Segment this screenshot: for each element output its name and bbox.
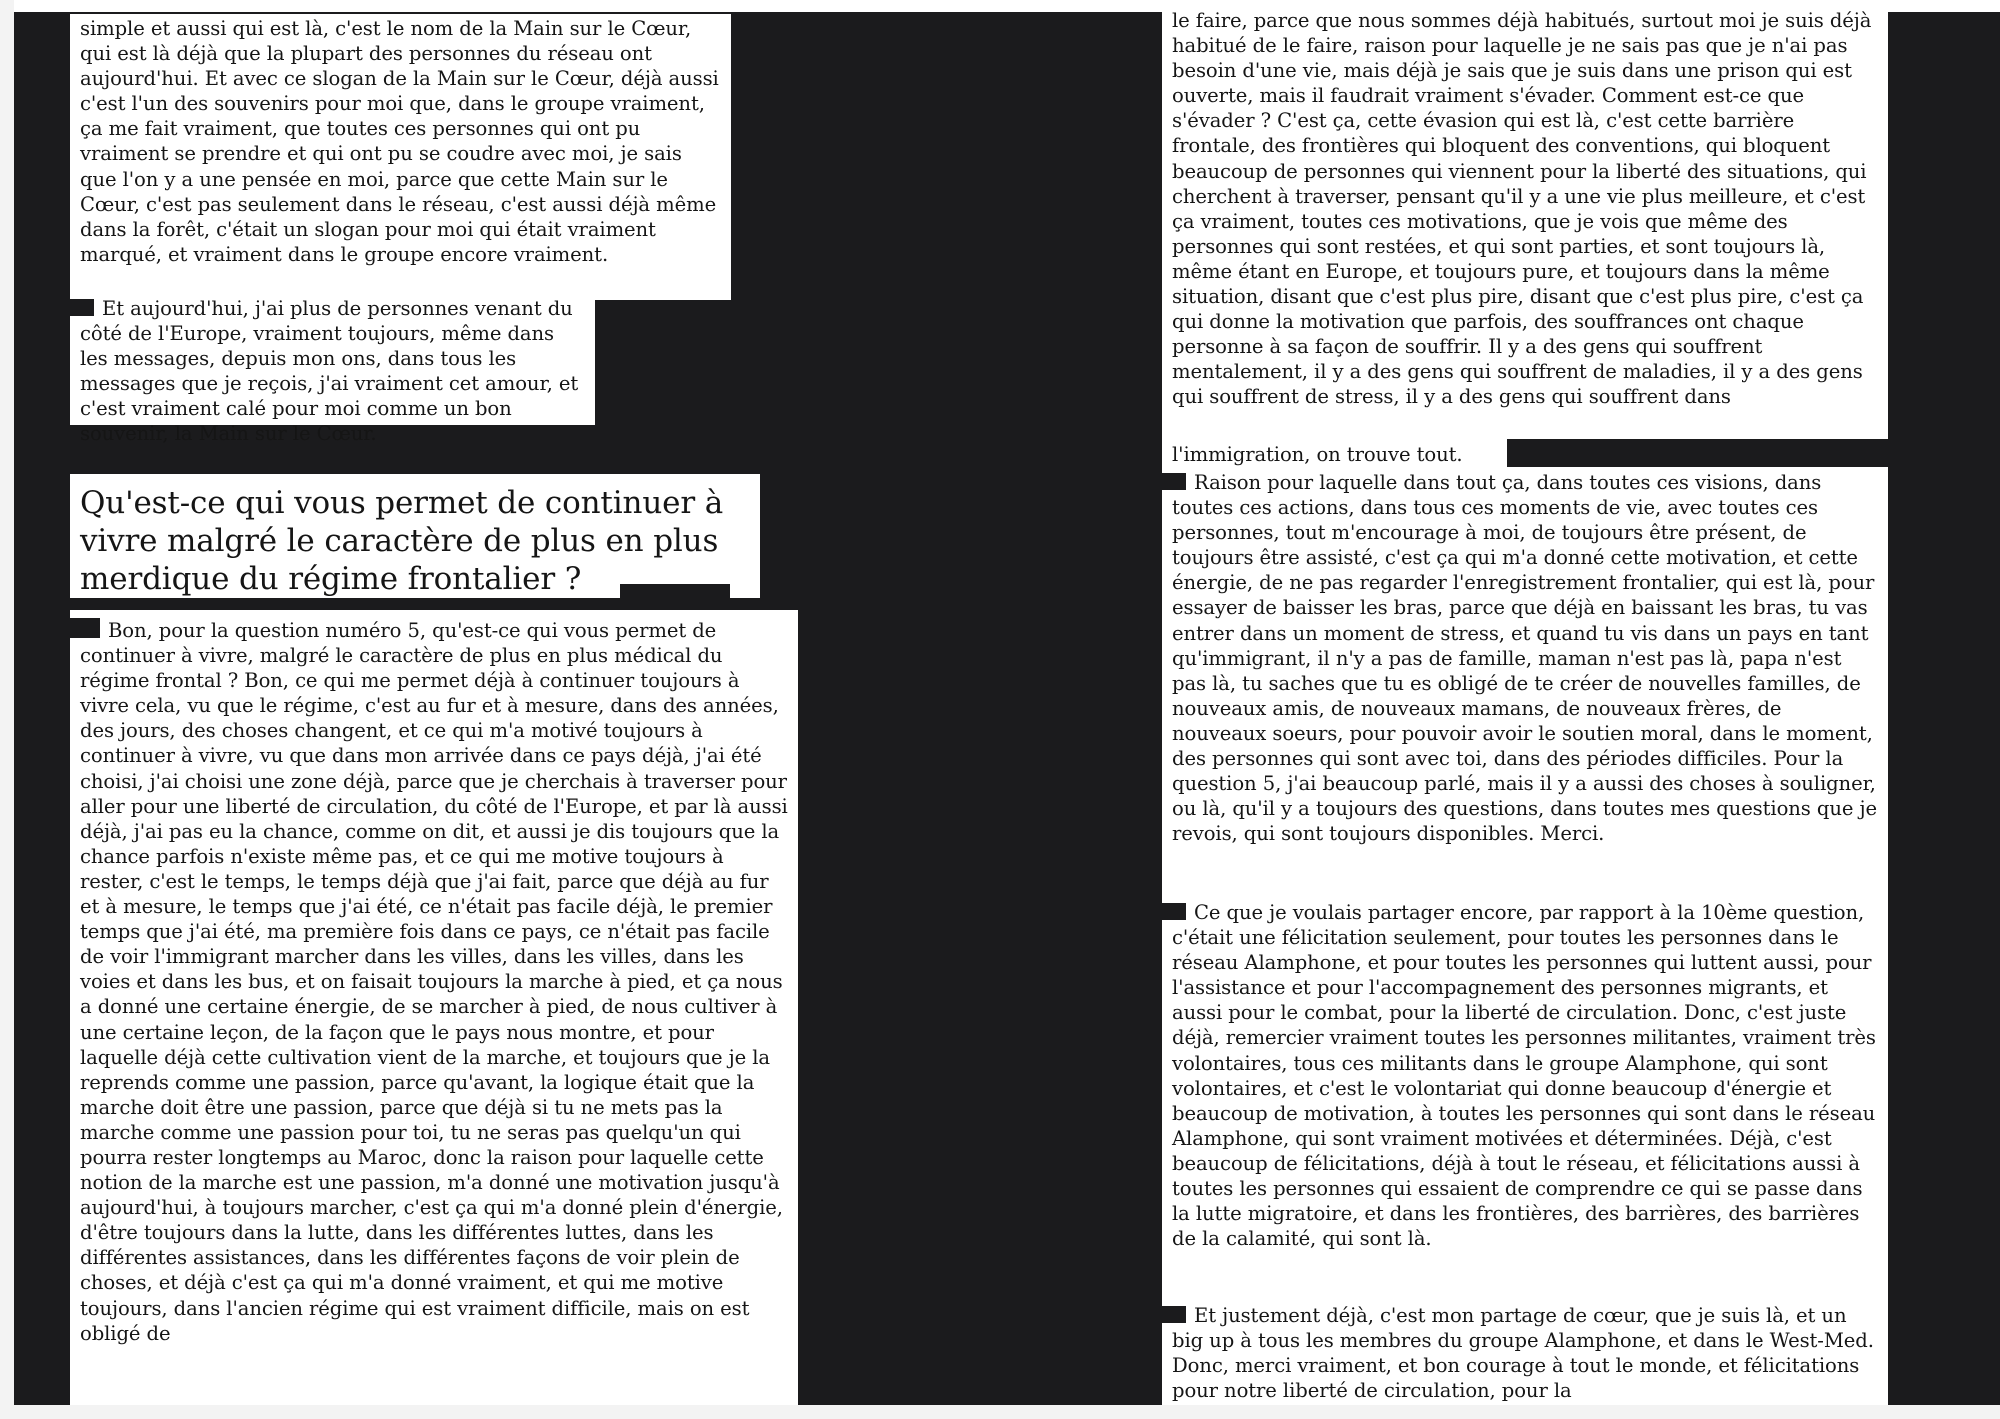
right-block-1-tail-clipping bbox=[1162, 439, 1507, 469]
right-paragraph-3: Ce que je voulais partager encore, par rapport à la 10ème question, c'était une félicitation seulement, pour toutes les personnes dans le réseau Alamphone, et pour toutes les personnes qui luttent aussi, pour l'assistance et pour l'accompagnement des personnes migrants, et aussi pour le combat, pour la liberté de circulation. Donc, c'est juste déjà, remercier vraiment toutes les personnes militantes, vraiment très volontaires, tous ces militants dans le groupe Alamphone, qui sont volontaires, et c'est le volontariat qui donne beaucoup d'énergie et beaucoup de motivation, à toutes les personnes qui sont dans le réseau Alamphone, qui sont vraiment motivées et déterminées. Déjà, c'est beaucoup de félicitations, déjà à tout le réseau, et félicitations aussi à toutes les personnes qui essaient de comprendre ce qui se passe dans la lutte migratoire, et dans les frontières, des barrières, des barrières de la calamité, qui sont là. bbox=[1172, 901, 1876, 1251]
question-heading-clipping bbox=[70, 474, 760, 598]
right-paragraph-2: Raison pour laquelle dans tout ça, dans toutes ces visions, dans toutes ces actions, dans tous ces moments de vie, avec toutes ces personnes, tout m'encourage à moi, de toujours être présent, de toujours être assisté, c'est ça qui m'a donné cette motivation, et cette énergie, de ne pas regarder l'enregistrement frontalier, qui est là, pour essayer de baisser les bras, parce que déjà en baissant les bras, tu vas entrer dans un moment de stress, et quand tu vis dans un pays en tant qu'immigrant, il n'y a pas de famille, maman n'est pas là, papa n'est pas là, tu saches que tu es obligé de te créer de nouvelles familles, de nouveaux amis, de nouveaux mamans, de nouveaux frères, de nouveaux soeurs, pour pouvoir avoir le soutien moral, dans le moment, des personnes qui sont avec toi, dans des périodes difficiles. Pour la question 5, j'ai beaucoup parlé, mais il y a aussi des choses à souligner, ou là, qu'il y a toujours des questions, dans toutes mes questions que je revois, qui sont toujours disponibles. Merci. bbox=[1172, 471, 1877, 846]
right-block-1-clipping bbox=[1162, 0, 1888, 439]
left-second-clipping bbox=[70, 296, 595, 446]
right-paragraph-1: le faire, parce que nous sommes déjà habitués, surtout moi je suis déjà habitué de le faire, raison pour laquelle je ne sais pas que je n'ai pas besoin d'une vie, mais déjà je sais que je suis dans une prison qui est ouverte, mais il faudrait vraiment s'évader. Comment est-ce que s'évader ? C'est ça, cette évasion qui est là, c'est cette barrière frontale, des frontières qui bloquent des conventions, qui bloquent beaucoup de personnes qui viennent pour la liberté des situations, qui cherchent à traverser, pensant qu'il y a une vie plus meilleure, et c'est ça vraiment, toutes ces motivations, que je vois que même des personnes qui sont restées, et qui sont parties, et sont toujours là, même étant en Europe, et toujours pure, et toujours dans la même situation, disant que c'est plus pire, disant que c'est plus pire, c'est ça qui donne la motivation que parfois, des souffrances ont chaque personne à sa façon de souffrir. Il y a des gens qui souffrent mentalement, il y a des gens qui souffrent de maladies, il y a des gens qui souffrent de stress, il y a des gens qui souffrent dans bbox=[1172, 9, 1872, 409]
question-heading: Qu'est-ce qui vous permet de continuer à vivre malgré le caractère de plus en plus merdique du régime frontalier ? bbox=[80, 485, 724, 597]
left-answer-clipping bbox=[70, 610, 798, 1405]
left-paragraph-1: simple et aussi qui est là, c'est le nom de la Main sur le Cœur, qui est là déjà que la plupart des personnes du réseau ont aujourd'hui. Et avec ce slogan de la Main sur le Cœur, déjà aussi c'est l'un des souvenirs pour moi que, dans le groupe vraiment, ça me fait vraiment, que toutes ces personnes qui ont pu vraiment se prendre et qui ont pu se coudre avec moi, je sais que l'on y a une pensée en moi, parce que cette Main sur le Cœur, c'est pas seulement dans le réseau, c'est aussi déjà même dans la forêt, c'était un slogan pour moi qui était vraiment marqué, et vraiment dans le groupe encore vraiment. bbox=[80, 17, 719, 266]
right-paragraph-1-tail: l'immigration, on trouve tout. bbox=[1172, 443, 1463, 466]
heading-tail-marker bbox=[620, 584, 730, 602]
left-paragraph-2: Et aujourd'hui, j'ai plus de personnes venant du côté de l'Europe, vraiment toujours, même dans les messages, depuis mon ons, dans tous les messages que je reçois, j'ai vraiment cet amour, et c'est vraiment calé pour moi comme un bon souvenir, la Main sur le Cœur. bbox=[80, 297, 579, 446]
right-block-2-clipping bbox=[1162, 467, 1888, 897]
scan-left-edge bbox=[0, 0, 14, 1419]
right-paragraph-4: Et justement déjà, c'est mon partage de cœur, que je suis là, et un big up à tous les membres du groupe Alamphone, et dans le West-Med. Donc, merci vraiment, et bon courage à tout le monde, et félicitations pour notre liberté de circulation, pour la bbox=[1172, 1304, 1874, 1403]
left-top-clipping bbox=[70, 14, 731, 300]
paragraph-marker bbox=[70, 299, 94, 316]
scan-bottom-edge bbox=[0, 1405, 2000, 1419]
paragraph-marker bbox=[1162, 903, 1186, 920]
answer-paragraph: Bon, pour la question numéro 5, qu'est-ce qui vous permet de continuer à vivre, malgré le caractère de plus en plus médical du régime frontal ? Bon, ce qui me permet déjà à continuer toujours à vivre cela, vu que le régime, c'est au fur et à mesure, dans des années, des jours, des choses changent, et ce qui m'a motivé toujours à continuer à vivre, vu que dans mon arrivée dans ce pays déjà, j'ai été choisi, j'ai choisi une zone déjà, parce que je cherchais à traverser pour aller pour une liberté de circulation, du côté de l'Europe, et par là aussi déjà, j'ai pas eu la chance, comme on dit, et aussi je dis toujours que la chance parfois n'existe même pas, et ce qui me motive toujours à rester, c'est le temps, le temps déjà que j'ai fait, parce que déjà au fur et à mesure, le temps que j'ai été, ce n'était pas facile déjà, le premier temps que j'ai été, ma première fois dans ce pays, ce n'était pas facile de voir l'immigrant marcher dans les villes, dans les villes, dans les voies et dans les bus, et on faisait toujours la marche à pied, et ça nous a donné une certaine énergie, de se marcher à pied, de nous cultiver à une certaine leçon, de la façon que le pays nous montre, et pour laquelle déjà cette cultivation vient de la marche, et toujours que je la reprends comme une passion, parce qu'avant, la logique était que la marche doit être une passion, parce que déjà si tu ne mets pas la marche comme une passion pour toi, tu ne seras pas quelqu'un qui pourra rester longtemps au Maroc, donc la raison pour laquelle cette notion de la marche est une passion, m'a donné une motivation jusqu'à aujourd'hui, à toujours marcher, c'est ça qui m'a donné plein d'énergie, d'être toujours dans la lutte, dans les différentes luttes, dans les différentes assistances, dans les différentes façons de voir plein de choses, et déjà c'est ça qui m'a donné vraiment, et qui me motive toujours, dans l'ancien régime qui est vraiment difficile, mais on est obligé de bbox=[80, 619, 788, 1345]
paragraph-marker bbox=[1162, 473, 1186, 490]
paragraph-marker bbox=[70, 618, 100, 638]
right-block-3-clipping bbox=[1162, 897, 1888, 1300]
right-block-4-clipping bbox=[1162, 1300, 1888, 1405]
paragraph-marker bbox=[1162, 1306, 1186, 1323]
